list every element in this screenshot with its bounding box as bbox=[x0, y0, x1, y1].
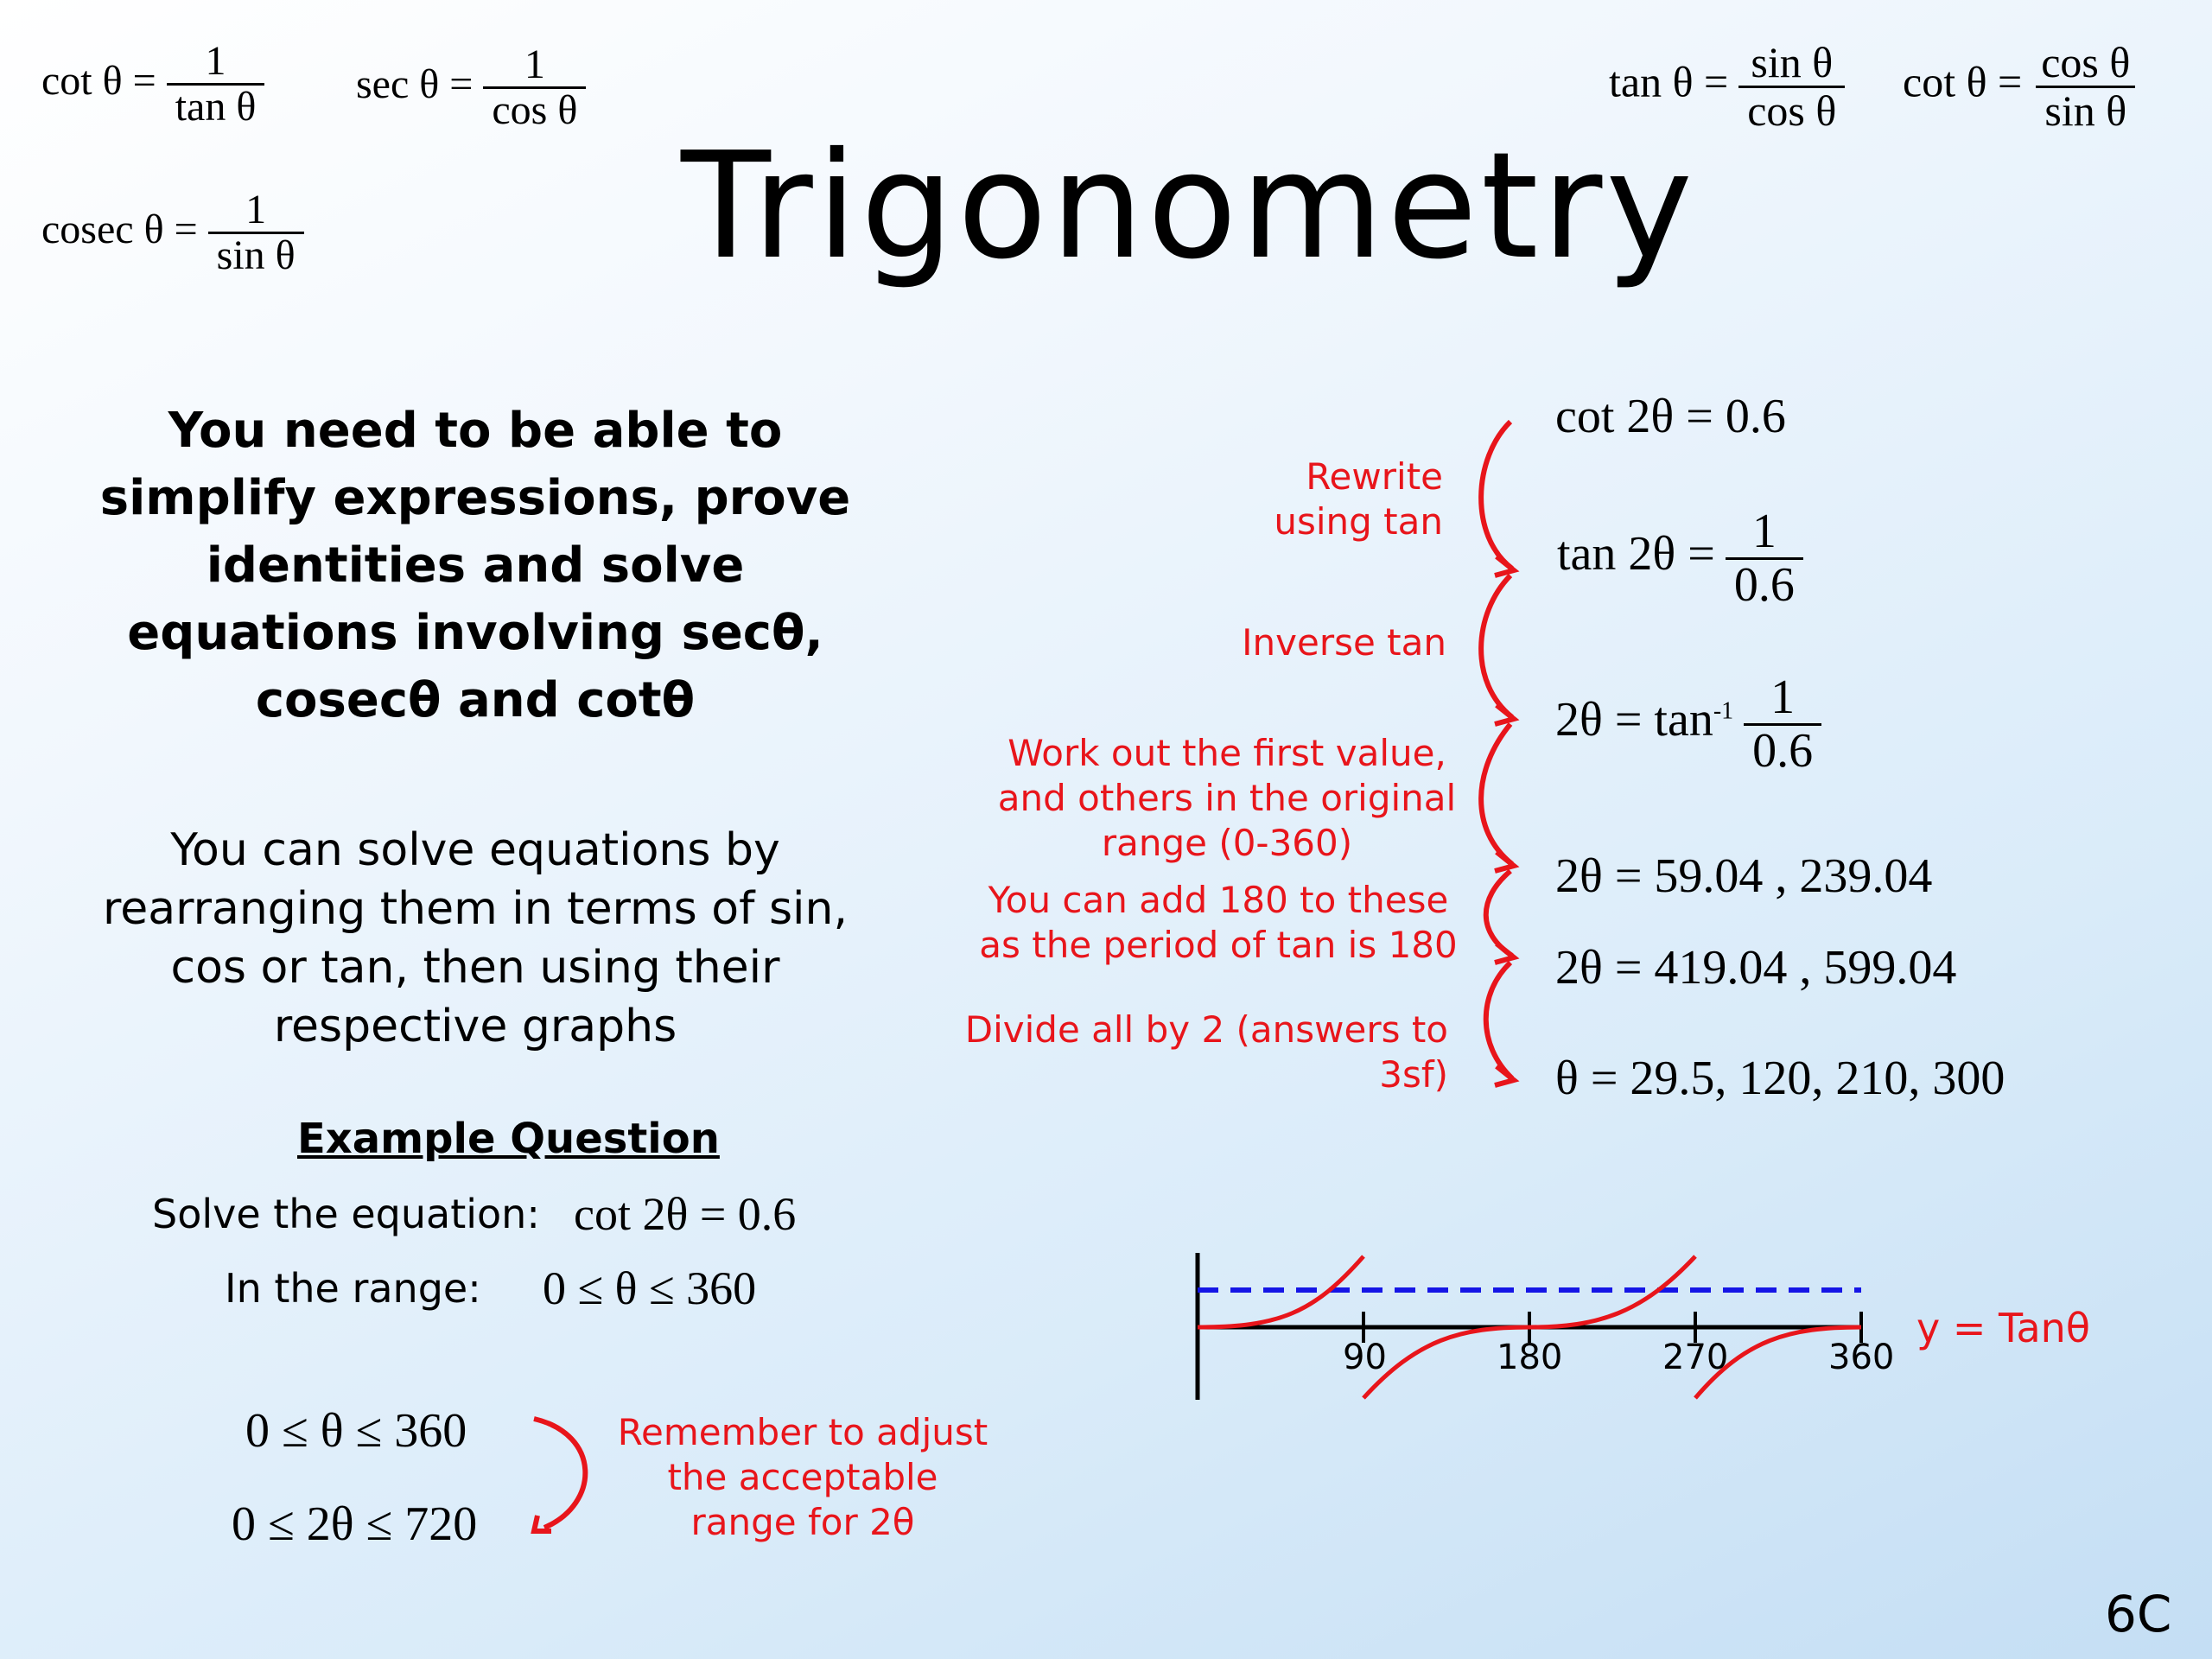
tick-label-360: 360 bbox=[1828, 1338, 1895, 1377]
range-label: In the range: bbox=[225, 1265, 481, 1312]
tick-label-90: 90 bbox=[1343, 1338, 1387, 1377]
page-title: Trigonometry bbox=[681, 121, 1696, 292]
tick-label-270: 270 bbox=[1662, 1338, 1729, 1377]
identity-tan-ratio: tan θ = $\frac{\text{sin θ}}{\text{cos θ}}$ bbox=[1609, 40, 1845, 133]
note-first-value: Work out the first value, and others in the original range (0-360) bbox=[997, 732, 1457, 864]
identity-cot: cot θ = $\frac{1}{\text{tan θ}}$ bbox=[41, 40, 264, 130]
range-equation: 0 ≤ θ ≤ 360 bbox=[543, 1262, 757, 1314]
step-2: tan 2θ = $\frac{1}{0.6}$ bbox=[1557, 506, 1803, 611]
step-3: $2\theta = \tan^{-1}$ $\frac{1}{0.6}$ bbox=[1555, 672, 1821, 777]
note-add-180: You can add 180 to these as the period of tan is 180 bbox=[979, 879, 1458, 966]
intro-plain-text: You can solve equations by rearranging them in terms of sin, cos or tan, then using their respective graphs bbox=[103, 824, 848, 1052]
note-divide: Divide all by 2 (answers to 3sf) bbox=[964, 1008, 1448, 1096]
step-arrows bbox=[1452, 406, 1555, 1106]
step-6: θ = 29.5, 120, 210, 300 bbox=[1555, 1052, 2005, 1105]
range-note: Remember to adjust the acceptable range for 2θ bbox=[617, 1411, 988, 1543]
identity-cot-ratio: cot θ = $\frac{\text{cos θ}}{\text{sin θ}}$ bbox=[1903, 40, 2139, 133]
note-rewrite: Rewrite using tan bbox=[1274, 455, 1443, 543]
range-two-theta: 0 ≤ 2θ ≤ 720 bbox=[232, 1497, 478, 1551]
solve-equation: cot 2θ = 0.6 bbox=[574, 1188, 797, 1240]
section-label: 6C bbox=[2105, 1585, 2172, 1643]
identity-cosec: cosec θ = $\frac{1}{\text{sin θ}}$ bbox=[41, 188, 304, 278]
tan-graph bbox=[1184, 1244, 1895, 1408]
example-heading: Example Question bbox=[297, 1115, 720, 1163]
solve-label: Solve the equation: bbox=[152, 1191, 540, 1237]
identity-sec: sec θ = $\frac{1}{\text{cos θ}}$ bbox=[356, 43, 586, 133]
intro-bold-text: You need to be able to simplify expressions, prove identities and solve equations involving secθ, cosecθ and cotθ bbox=[99, 403, 851, 728]
step-1: cot 2θ = 0.6 bbox=[1555, 390, 1786, 443]
range-theta: 0 ≤ θ ≤ 360 bbox=[245, 1404, 467, 1458]
tick-label-180: 180 bbox=[1497, 1338, 1563, 1377]
graph-label: y = Tanθ bbox=[1916, 1305, 2090, 1351]
step-5: 2θ = 419.04 , 599.04 bbox=[1555, 941, 1957, 995]
step-4: 2θ = 59.04 , 239.04 bbox=[1555, 849, 1933, 903]
note-inverse: Inverse tan bbox=[1242, 621, 1446, 664]
range-arrow bbox=[518, 1408, 605, 1538]
